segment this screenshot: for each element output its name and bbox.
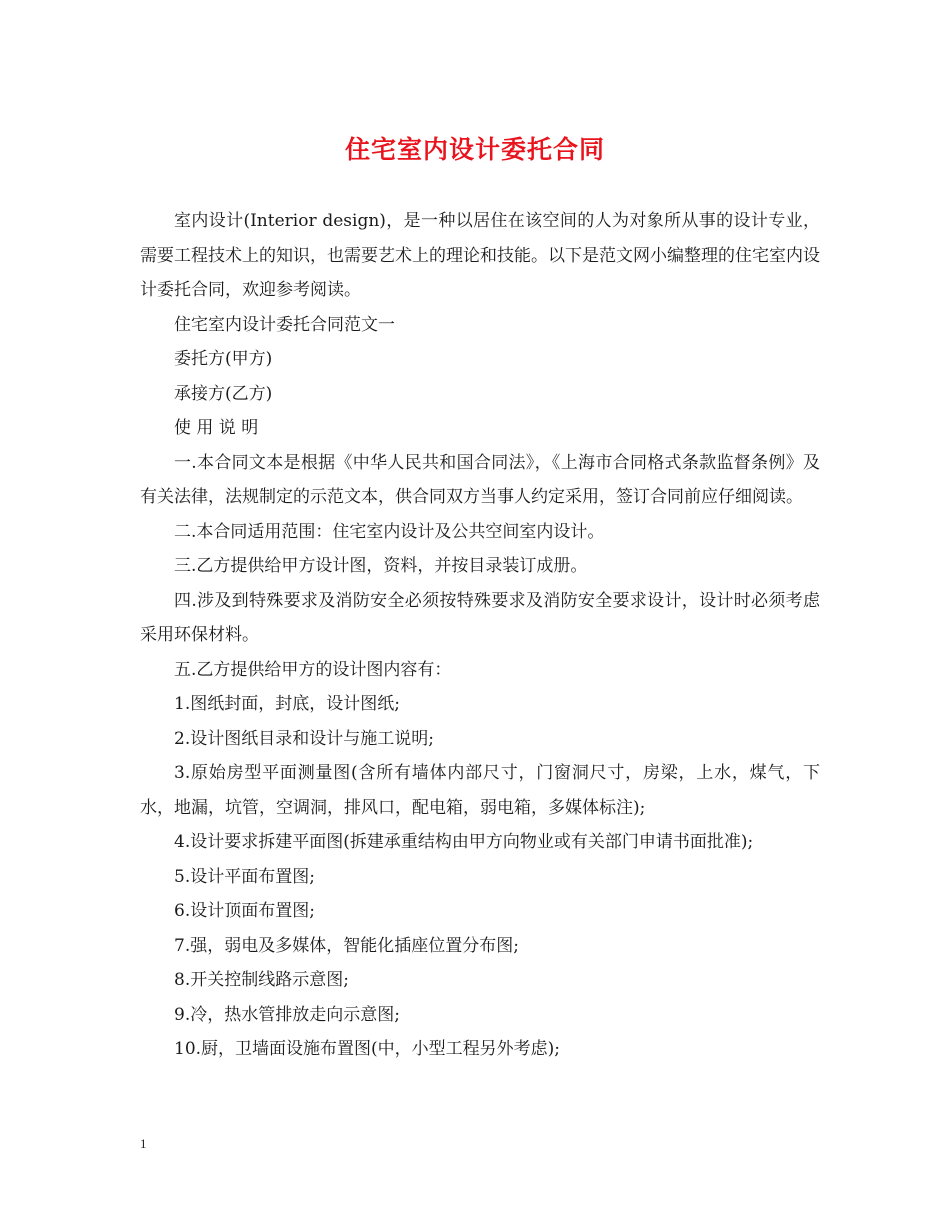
list-item-7: 7.强，弱电及多媒体，智能化插座位置分布图; bbox=[174, 935, 519, 956]
paragraph-sample-heading: 住宅室内设计委托合同范文一 bbox=[174, 314, 395, 335]
paragraph-clause-2: 二.本合同适用范围：住宅室内设计及公共空间室内设计。 bbox=[174, 521, 605, 542]
page-number: 1 bbox=[140, 1136, 147, 1151]
paragraph-intro: 室内设计(Interior design)，是一种以居住在该空间的人为对象所从事的设计专业，需要工程技术上的知识，也需要艺术上的理论和技能。以下是范文网小编整理的住宅室内设计委托合同，欢迎参考阅读。 bbox=[140, 211, 820, 300]
paragraph-clause-3: 三.乙方提供给甲方设计图，资料，并按目录装订成册。 bbox=[174, 556, 588, 576]
paragraph-party-a: 委托方(甲方) bbox=[174, 349, 273, 369]
document-body bbox=[140, 204, 820, 1067]
list-item-2: 2.设计图纸目录和设计与施工说明; bbox=[174, 728, 434, 749]
document-title: 住宅室内设计委托合同 bbox=[344, 135, 605, 164]
list-item-4: 4.设计要求拆建平面图(拆建承重结构由甲方向物业或有关部门申请书面批准); bbox=[174, 832, 754, 852]
paragraph-clause-5: 五.乙方提供给甲方的设计图内容有： bbox=[174, 659, 452, 680]
list-item-9: 9.冷，热水管排放走向示意图; bbox=[174, 1004, 400, 1025]
paragraph-party-b: 承接方(乙方) bbox=[174, 383, 273, 404]
paragraph-usage-heading: 使 用 说 明 bbox=[174, 418, 259, 438]
list-item-8: 8.开关控制线路示意图; bbox=[174, 970, 349, 990]
list-item-3: 3.原始房型平面测量图(含所有墙体内部尺寸，门窗洞尺寸，房梁，上水，煤气，下水，地漏，坑管，空调洞，排风口，配电箱，弱电箱，多媒体标注); bbox=[140, 763, 820, 818]
list-item-5: 5.设计平面布置图; bbox=[174, 866, 315, 887]
list-item-6: 6.设计顶面布置图; bbox=[174, 901, 315, 921]
paragraph-clause-1: 一.本合同文本是根据《中华人民共和国合同法》，《上海市合同格式条款监督条例》及有关法律，法规制定的示范文本，供合同双方当事人约定采用，签订合同前应仔细阅读。 bbox=[140, 452, 820, 507]
list-item-10: 10.厨，卫墙面设施布置图(中，小型工程另外考虑); bbox=[174, 1039, 561, 1059]
paragraph-clause-4: 四.涉及到特殊要求及消防安全必须按特殊要求及消防安全要求设计，设计时必须考虑采用环保材料。 bbox=[140, 590, 820, 645]
list-item-1: 1.图纸封面，封底，设计图纸; bbox=[174, 694, 400, 714]
